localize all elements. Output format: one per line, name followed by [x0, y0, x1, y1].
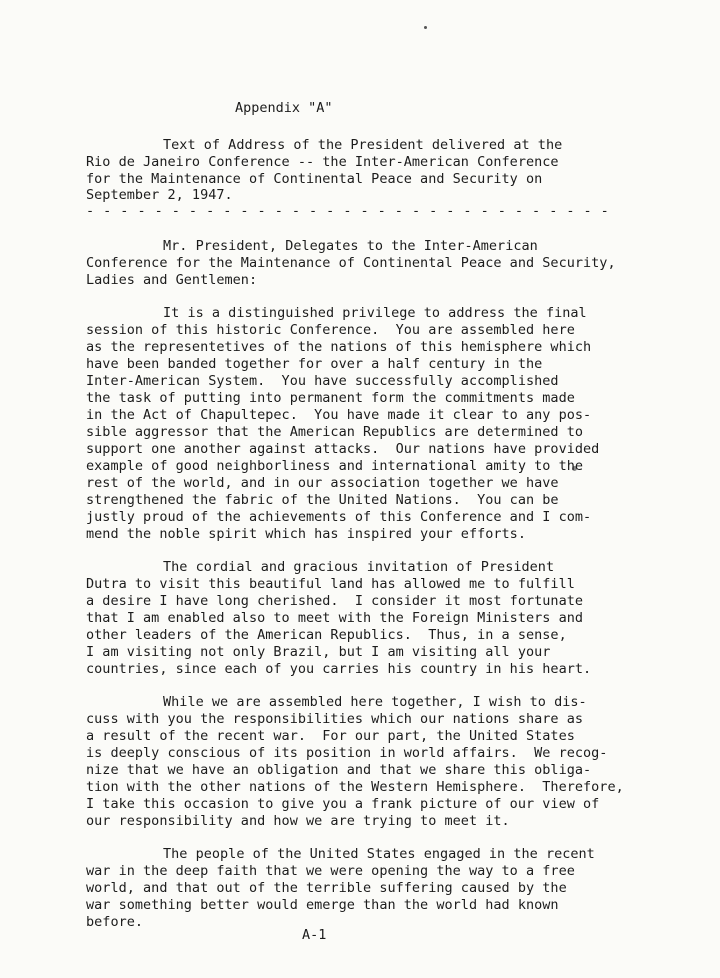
- paragraph-line: example of good neighborliness and international amity to the: [86, 458, 584, 474]
- paragraph-line: war in the deep faith that we were opening the way to a free: [86, 863, 575, 879]
- intro-line: for the Maintenance of Continental Peace and Security on: [86, 171, 543, 187]
- paragraph-line: other leaders of the American Republics. Thus, in a sense,: [86, 627, 567, 643]
- salutation-line: Mr. President, Delegates to the Inter-American: [163, 238, 538, 254]
- paragraph-line: a desire I have long cherished. I consider it most fortunate: [86, 593, 584, 609]
- paragraph-line: nize that we have an obligation and that we share this obliga-: [86, 762, 592, 778]
- paragraph-line: I take this occasion to give you a frank picture of our view of: [86, 796, 600, 812]
- page-number: A-1: [302, 927, 327, 943]
- paper-speck: [424, 26, 427, 29]
- paragraph-line: as the representetives of the nations of this hemisphere which: [86, 339, 592, 355]
- paragraph-line: sible aggressor that the American Republics are determined to: [86, 424, 584, 440]
- intro-line: September 2, 1947.: [86, 187, 233, 203]
- paragraph-line: have been banded together for over a half century in the: [86, 356, 543, 372]
- paragraph-line: tion with the other nations of the Western Hemisphere. Therefore,: [86, 779, 624, 795]
- paragraph-line: While we are assembled here together, I wish to dis-: [163, 694, 587, 710]
- paragraph-line: in the Act of Chapultepec. You have made it clear to any pos-: [86, 407, 592, 423]
- paragraph-line: It is a distinguished privilege to address the final: [163, 305, 587, 321]
- salutation-line: Conference for the Maintenance of Continental Peace and Security,: [86, 255, 616, 271]
- paragraph-line: rest of the world, and in our association together we have: [86, 475, 559, 491]
- intro-line: Rio de Janeiro Conference -- the Inter-American Conference: [86, 154, 559, 170]
- paragraph-line: mend the noble spirit which has inspired your efforts.: [86, 526, 526, 542]
- paragraph-line: our responsibility and how we are trying to meet it.: [86, 813, 510, 829]
- paragraph-line: war something better would emerge than the world had known: [86, 897, 559, 913]
- paragraph-line: justly proud of the achievements of this Conference and I com-: [86, 509, 592, 525]
- dashed-separator: - - - - - - - - - - - - - - - - - - - - - - - - - - - - - - -: [86, 203, 610, 219]
- paragraph-line: countries, since each of you carries his country in his heart.: [86, 661, 592, 677]
- paragraph-line: I am visiting not only Brazil, but I am visiting all your: [86, 644, 551, 660]
- paragraph-line: Inter-American System. You have successfully accomplished: [86, 373, 559, 389]
- paragraph-line: a result of the recent war. For our part, the United States: [86, 728, 575, 744]
- paragraph-line: that I am enabled also to meet with the Foreign Ministers and: [86, 610, 584, 626]
- paragraph-line: support one another against attacks. Our nations have provided: [86, 441, 600, 457]
- paragraph-line: the task of putting into permanent form the commitments made: [86, 390, 575, 406]
- paragraph-line: The cordial and gracious invitation of President: [163, 559, 555, 575]
- paragraph-line: world, and that out of the terrible suffering caused by the: [86, 880, 567, 896]
- salutation-line: Ladies and Gentlemen:: [86, 272, 258, 288]
- intro-line: Text of Address of the President delivered at the: [163, 137, 563, 153]
- paragraph-line: session of this historic Conference. You are assembled here: [86, 322, 575, 338]
- paragraph-line: The people of the United States engaged in the recent: [163, 846, 595, 862]
- paragraph-line: strengthened the fabric of the United Nations. You can be: [86, 492, 559, 508]
- paragraph-line: is deeply conscious of its position in world affairs. We recog-: [86, 745, 608, 761]
- paragraph-line: cuss with you the responsibilities which our nations share as: [86, 711, 584, 727]
- paragraph-line: before.: [86, 914, 144, 930]
- paragraph-line: Dutra to visit this beautiful land has allowed me to fulfill: [86, 576, 575, 592]
- appendix-heading: Appendix "A": [235, 100, 333, 116]
